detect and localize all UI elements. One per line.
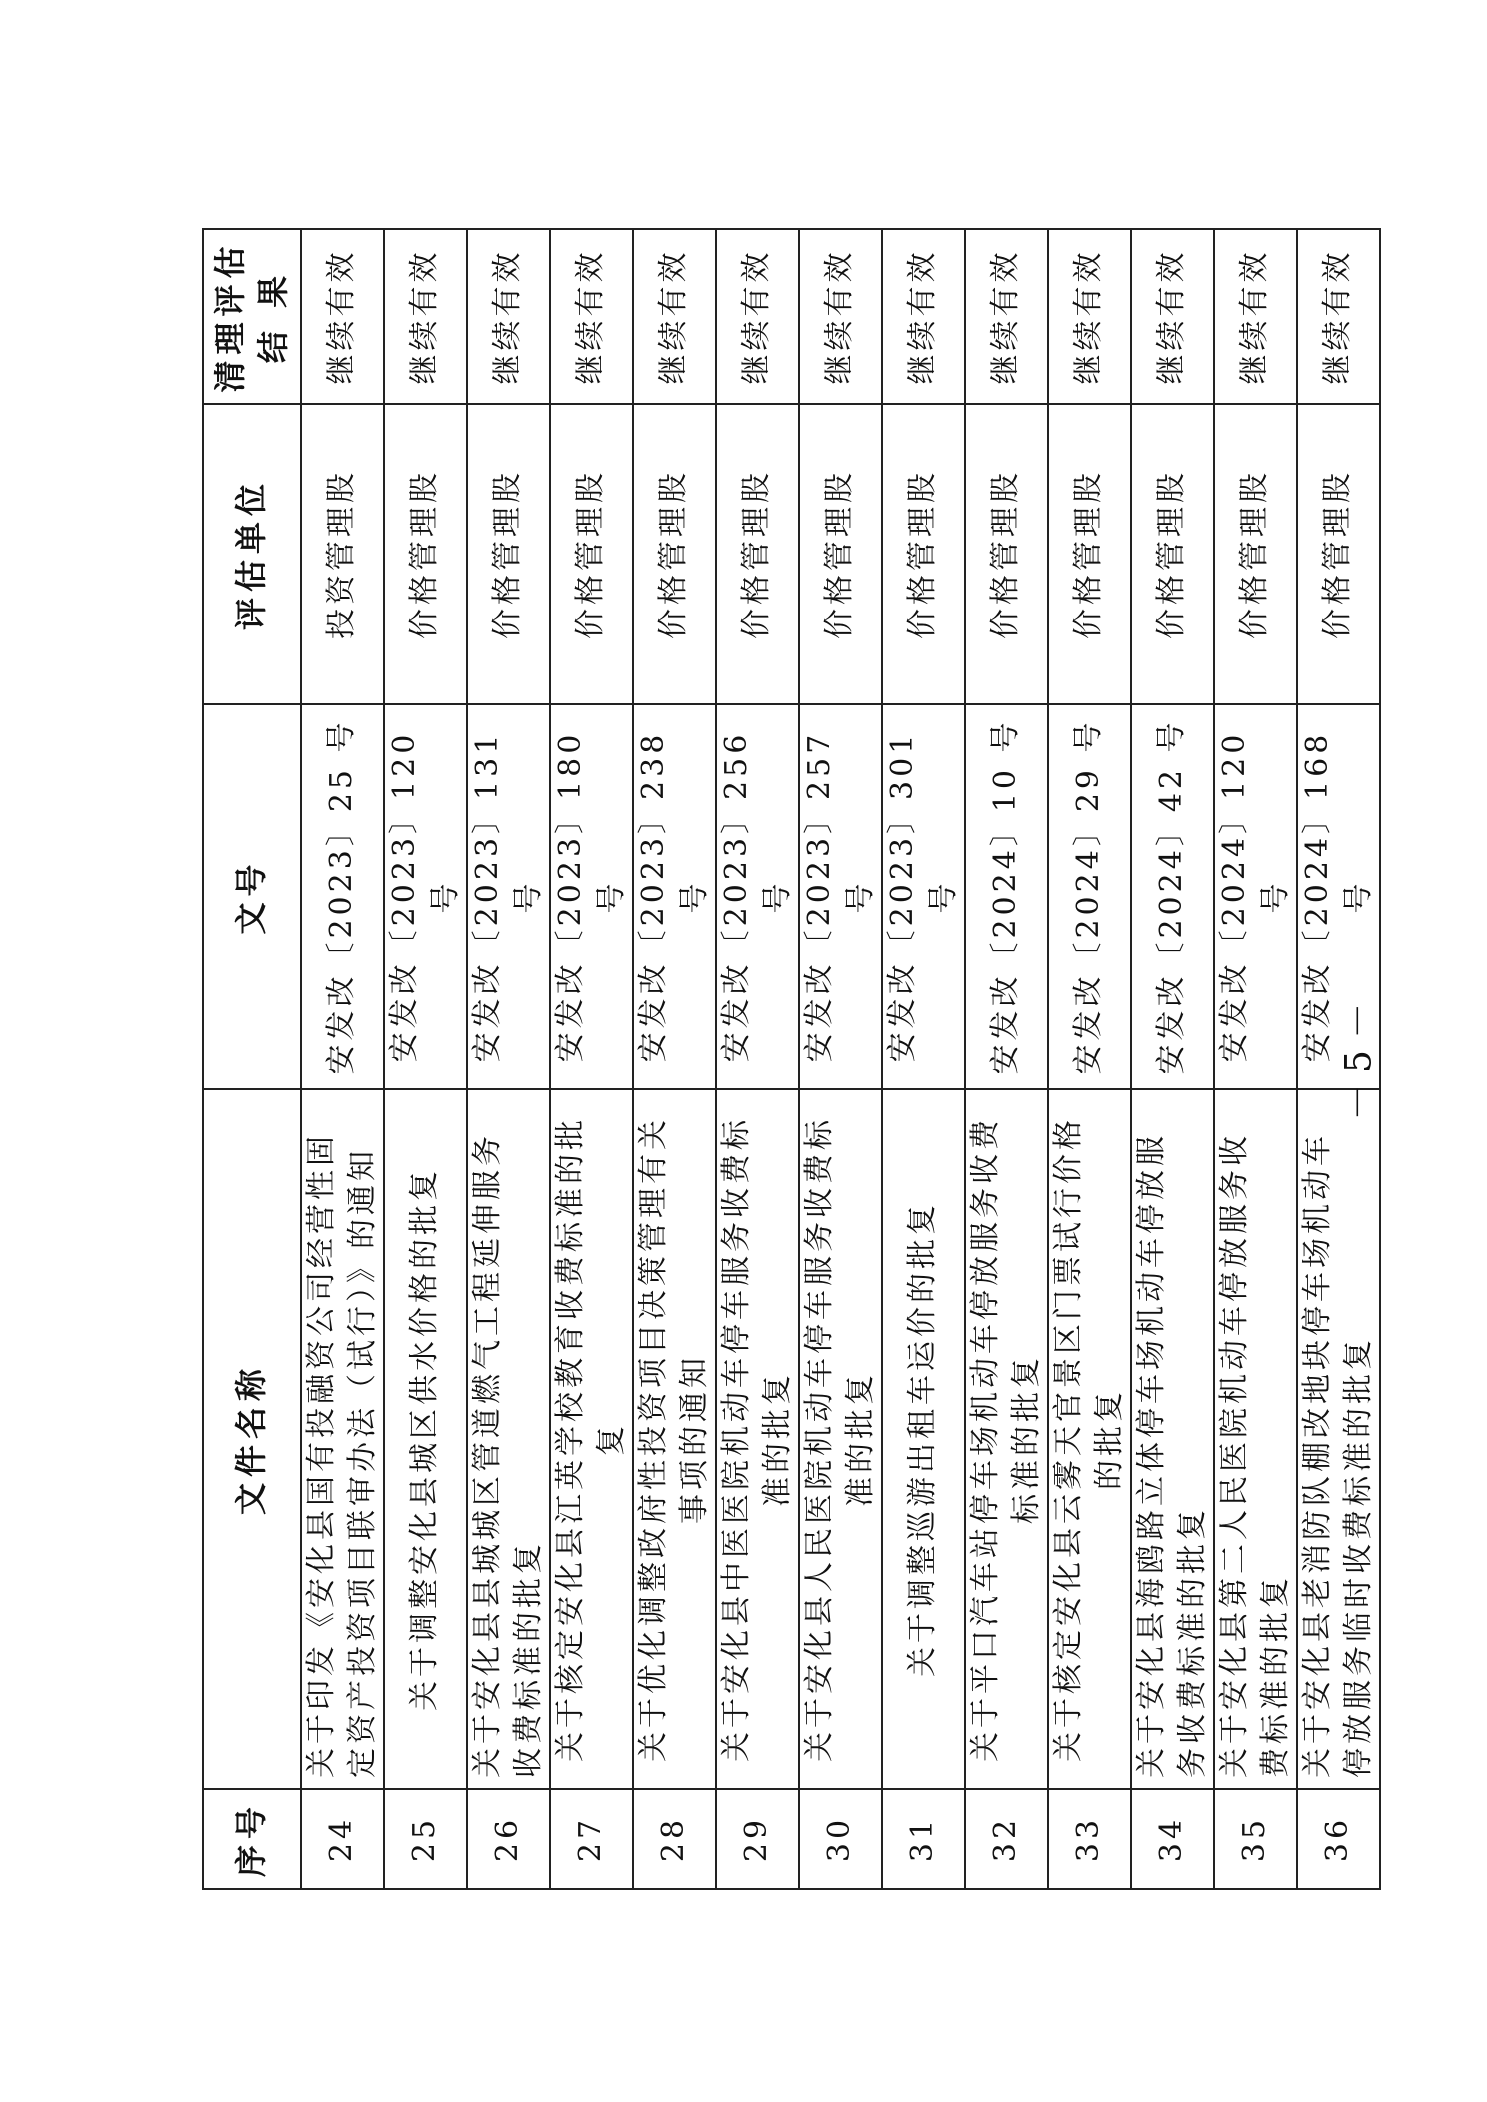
cell-result: 继续有效 [384, 229, 467, 404]
cell-doc-no: 安发改〔2023〕301 号 [882, 704, 965, 1089]
rotated-table-container [202, 230, 1376, 1890]
cell-result: 继续有效 [467, 229, 550, 404]
cell-doc-no: 安发改〔2024〕10 号 [965, 704, 1048, 1089]
cell-name: 关于调整安化县城区供水价格的批复 [384, 1089, 467, 1789]
cell-doc-no: 安发改〔2023〕131 号 [467, 704, 550, 1089]
cell-name: 关于核定安化县江英学校教育收费标准的批复 [550, 1089, 633, 1789]
header-name: 文件名称 [203, 1089, 301, 1789]
cell-seq: 26 [467, 1789, 550, 1889]
document-table [202, 228, 1381, 1890]
cell-unit: 价格管理股 [633, 404, 716, 704]
cell-name: 关于核定安化县云雾天官景区门票试行价格的批复 [1048, 1089, 1131, 1789]
cell-result: 继续有效 [550, 229, 633, 404]
cell-unit: 价格管理股 [716, 404, 799, 704]
cell-result: 继续有效 [716, 229, 799, 404]
cell-seq: 32 [965, 1789, 1048, 1889]
cell-name: 关于安化县县城城区管道燃气工程延伸服务收费标准的批复 [467, 1089, 550, 1789]
cell-name: 关于印发《安化县国有投融资公司经营性固定资产投资项目联审办法（试行）》的通知 [301, 1089, 384, 1789]
cell-name: 关于平口汽车站停车场机动车停放服务收费标准的批复 [965, 1089, 1048, 1789]
cell-doc-no: 安发改〔2023〕25 号 [301, 704, 384, 1089]
cell-name: 关于调整巡游出租车运价的批复 [882, 1089, 965, 1789]
table-header-row [203, 229, 301, 1889]
cell-result: 继续有效 [1214, 229, 1297, 404]
table-row [716, 229, 799, 1889]
table-row [467, 229, 550, 1889]
cell-name: 关于安化县第二人民医院机动车停放服务收费标准的批复 [1214, 1089, 1297, 1789]
cell-seq: 27 [550, 1789, 633, 1889]
cell-result: 继续有效 [633, 229, 716, 404]
cell-name: 关于安化县老消防队棚改地块停车场机动车停放服务临时收费标准的批复 [1297, 1089, 1380, 1789]
cell-seq: 33 [1048, 1789, 1131, 1889]
header-seq: 序号 [203, 1789, 301, 1889]
cell-unit: 价格管理股 [384, 404, 467, 704]
cell-name: 关于安化县人民医院机动车停车服务收费标准的批复 [799, 1089, 882, 1789]
cell-unit: 价格管理股 [1214, 404, 1297, 704]
cell-seq: 25 [384, 1789, 467, 1889]
table-row [1131, 229, 1214, 1889]
page-number: － 5 － [1338, 1002, 1380, 1121]
cell-name: 关于安化县中医医院机动车停车服务收费标准的批复 [716, 1089, 799, 1789]
cell-result: 继续有效 [882, 229, 965, 404]
cell-result: 继续有效 [1297, 229, 1380, 404]
table-row [1048, 229, 1131, 1889]
cell-doc-no: 安发改〔2023〕120 号 [384, 704, 467, 1089]
cell-unit: 价格管理股 [882, 404, 965, 704]
cell-doc-no: 安发改〔2024〕42 号 [1131, 704, 1214, 1089]
cell-seq: 35 [1214, 1789, 1297, 1889]
cell-result: 继续有效 [965, 229, 1048, 404]
cell-result: 继续有效 [799, 229, 882, 404]
cell-doc-no: 安发改〔2024〕168 号 [1297, 704, 1380, 1089]
cell-seq: 28 [633, 1789, 716, 1889]
cell-doc-no: 安发改〔2023〕256 号 [716, 704, 799, 1089]
cell-seq: 29 [716, 1789, 799, 1889]
table-row [301, 229, 384, 1889]
cell-unit: 价格管理股 [1131, 404, 1214, 704]
cell-result: 继续有效 [301, 229, 384, 404]
cell-result: 继续有效 [1048, 229, 1131, 404]
table-row [799, 229, 882, 1889]
cell-unit: 价格管理股 [965, 404, 1048, 704]
table-row [965, 229, 1048, 1889]
cell-seq: 24 [301, 1789, 384, 1889]
cell-unit: 投资管理股 [301, 404, 384, 704]
cell-unit: 价格管理股 [1297, 404, 1380, 704]
cell-doc-no: 安发改〔2024〕29 号 [1048, 704, 1131, 1089]
cell-unit: 价格管理股 [467, 404, 550, 704]
cell-doc-no: 安发改〔2023〕238 号 [633, 704, 716, 1089]
table-row [1214, 229, 1297, 1889]
table-row [633, 229, 716, 1889]
cell-name: 关于优化调整政府性投资项目决策管理有关事项的通知 [633, 1089, 716, 1789]
header-unit: 评估单位 [203, 404, 301, 704]
cell-seq: 31 [882, 1789, 965, 1889]
cell-seq: 36 [1297, 1789, 1380, 1889]
cell-unit: 价格管理股 [799, 404, 882, 704]
table-row [550, 229, 633, 1889]
table-row [384, 229, 467, 1889]
cell-unit: 价格管理股 [1048, 404, 1131, 704]
cell-doc-no: 安发改〔2024〕120 号 [1214, 704, 1297, 1089]
cell-name: 关于安化县海鸥路立体停车场机动车停放服务收费标准的批复 [1131, 1089, 1214, 1789]
cell-result: 继续有效 [1131, 229, 1214, 404]
cell-doc-no: 安发改〔2023〕257 号 [799, 704, 882, 1089]
cell-seq: 34 [1131, 1789, 1214, 1889]
cell-doc-no: 安发改〔2023〕180 号 [550, 704, 633, 1089]
cell-seq: 30 [799, 1789, 882, 1889]
header-result: 清理评估结 果 [203, 229, 301, 404]
cell-unit: 价格管理股 [550, 404, 633, 704]
header-doc-no: 文号 [203, 704, 301, 1089]
table-row [882, 229, 965, 1889]
table-body [301, 229, 1380, 1889]
